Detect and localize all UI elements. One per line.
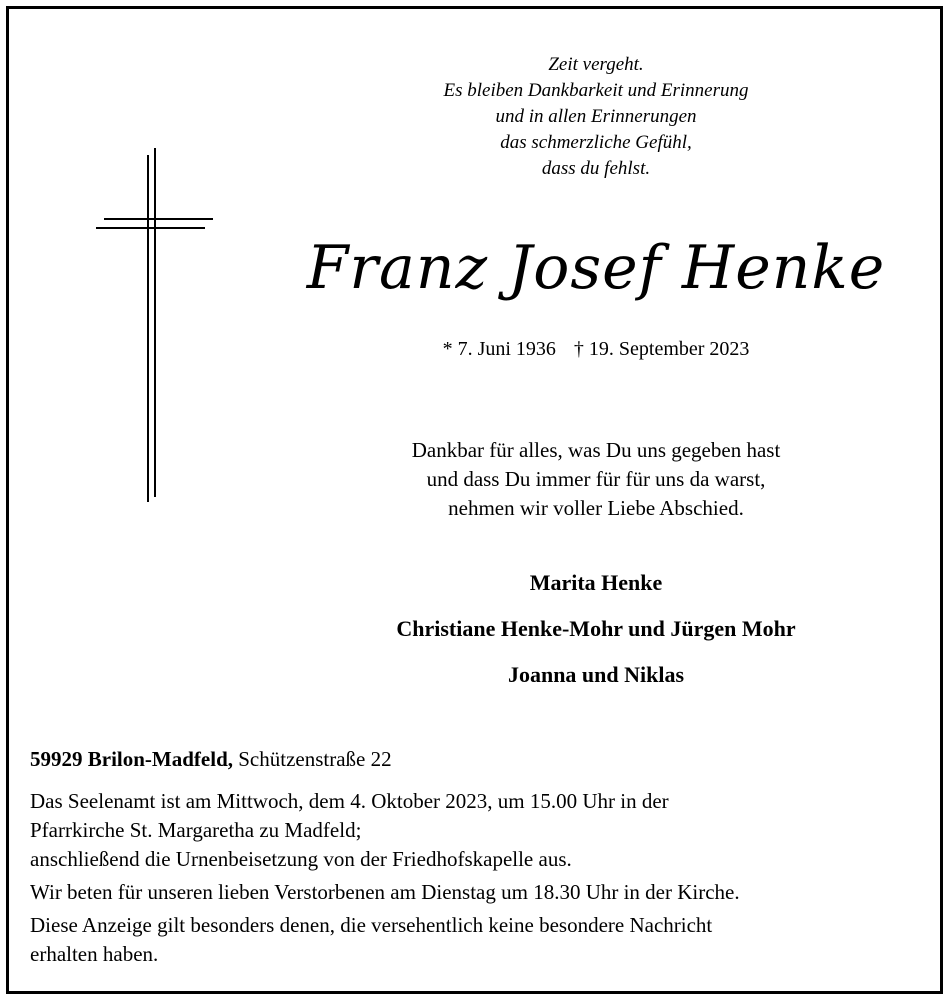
notice-line: erhalten haben.: [30, 942, 159, 966]
address-place: 59929 Brilon-Madfeld,: [30, 747, 233, 771]
poem-line: Zeit vergeht.: [548, 54, 644, 75]
poem-line: Es bleiben Dankbarkeit und Erinnerung: [443, 80, 749, 101]
family-member: Joanna und Niklas: [507, 662, 685, 687]
poem: [300, 52, 892, 182]
thanks-line: und dass Du immer für für uns da warst,: [426, 467, 766, 491]
mass-notice: [30, 787, 910, 874]
poem-line: und in allen Erinnerungen: [495, 106, 697, 127]
thanks-line: Dankbar für alles, was Du uns gegeben hast: [411, 438, 781, 462]
address-street: Schützenstraße 22: [238, 747, 392, 771]
thanks-line: nehmen wir voller Liebe Abschied.: [448, 496, 744, 520]
poem-line: das schmerzliche Gefühl,: [500, 132, 692, 153]
notice-line: Pfarrkirche St. Margaretha zu Madfeld;: [30, 818, 362, 842]
family-list: [300, 560, 892, 698]
notice-line: anschließend die Urnenbeisetzung von der Friedhofskapelle aus.: [30, 847, 572, 871]
death-date: † 19. September 2023: [573, 338, 750, 360]
notice-line: Das Seelenamt ist am Mittwoch, dem 4. Oktober 2023, um 15.00 Uhr in der: [30, 789, 669, 813]
cross-icon: [88, 140, 228, 510]
disclaimer-notice: [30, 911, 910, 969]
family-member: Marita Henke: [529, 570, 663, 595]
life-dates: [300, 336, 892, 362]
poem-line: dass du fehlst.: [541, 158, 651, 179]
notice-line: Diese Anzeige gilt besonders denen, die versehentlich keine besondere Nachricht: [30, 913, 713, 937]
prayer-notice: [30, 878, 910, 907]
deceased-name: Franz Josef Henke: [306, 233, 886, 303]
notice-line: Wir beten für unseren lieben Verstorbenen am Dienstag um 18.30 Uhr in der Kirche.: [30, 880, 740, 904]
birth-date: * 7. Juni 1936: [442, 338, 556, 360]
notices: [30, 787, 910, 973]
family-member: Christiane Henke-Mohr und Jürgen Mohr: [396, 616, 796, 641]
address: [30, 744, 392, 774]
thanks-text: [300, 436, 892, 523]
